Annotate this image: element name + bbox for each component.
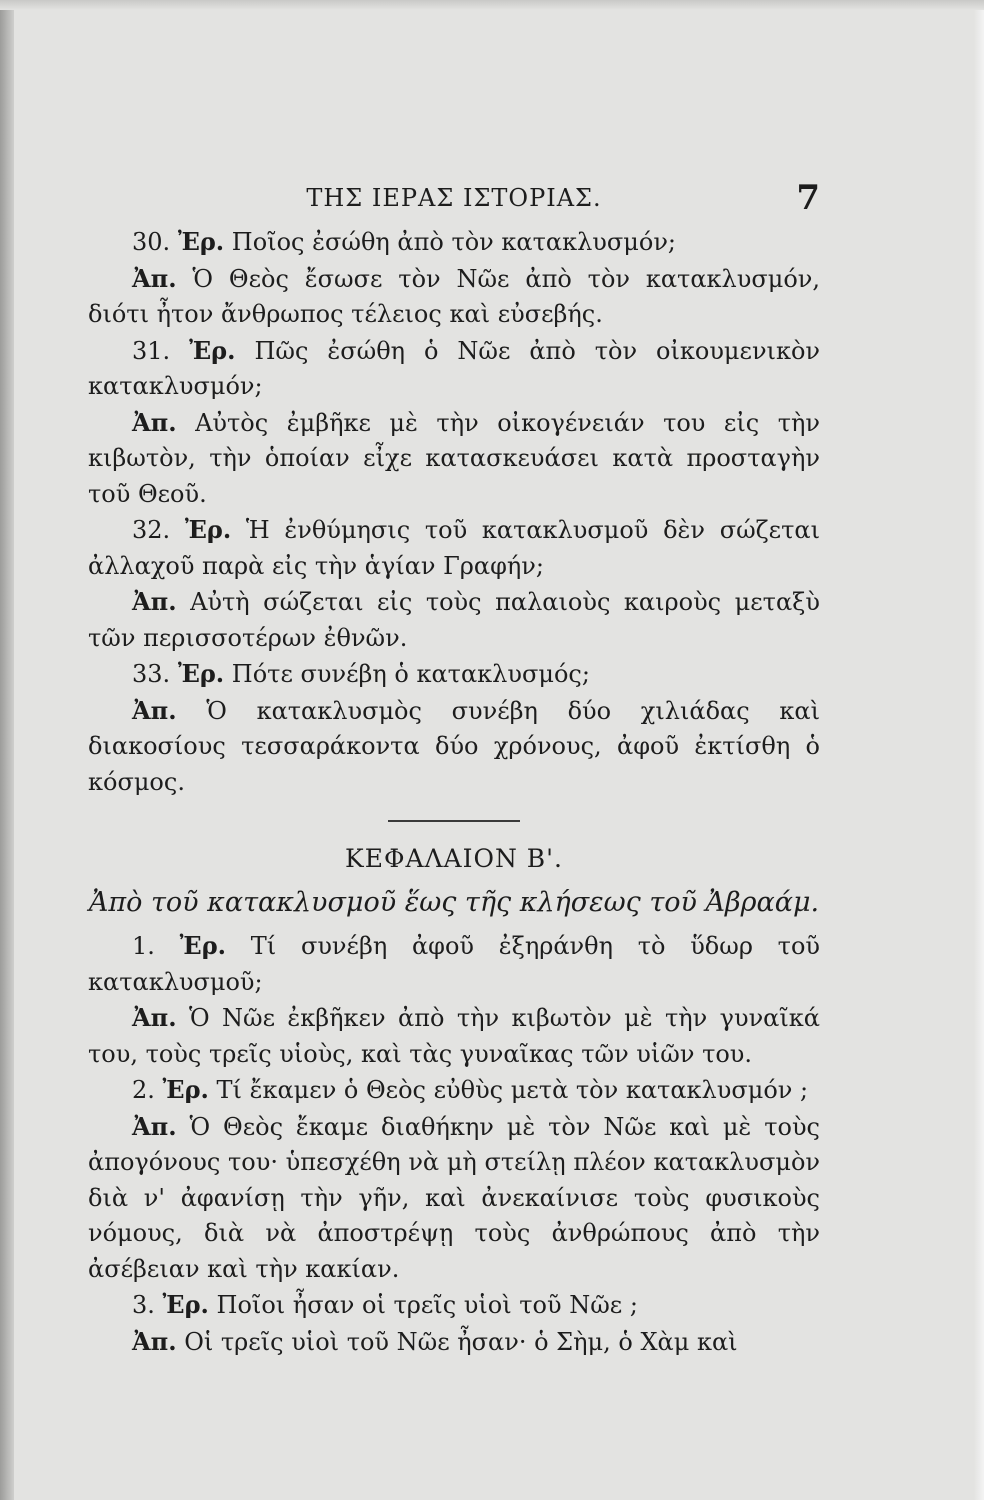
question-number: 30.	[132, 228, 171, 256]
answer-text: Ὁ κατακλυσμὸς συνέβη δύο χιλιάδας καὶ διακοσίους τεσσαράκοντα δύο χρόνους, ἀφοῦ ἐκτίσθη ὁ κόσμος.	[88, 696, 820, 796]
answer-text: Αὐτὴ σώζεται εἰς τοὺς παλαιοὺς καιροὺς μεταξὺ τῶν περισσοτέρων ἐθνῶν.	[88, 588, 820, 652]
question-31	[88, 333, 820, 405]
answer-30	[88, 261, 820, 333]
question-3	[88, 1287, 820, 1324]
answer-text: Ὁ Νῶε ἐκβῆκεν ἀπὸ τὴν κιβωτὸν μὲ τὴν γυναῖκά του, τοὺς τρεῖς υἱοὺς, καὶ τὰς γυναῖκας τῶν υἱῶν του.	[88, 1004, 820, 1068]
answer-31	[88, 405, 820, 513]
question-number: 2.	[132, 1076, 155, 1104]
answer-3	[88, 1324, 820, 1361]
answer-1	[88, 1000, 820, 1072]
question-32	[88, 512, 820, 584]
question-text: Τί συνέβη ἀφοῦ ἐξηράνθη τὸ ὕδωρ τοῦ κατακλυσμοῦ;	[88, 932, 820, 996]
question-text: Τί ἔκαμεν ὁ Θεὸς εὐθὺς μετὰ τὸν κατακλυσμόν ;	[216, 1076, 809, 1104]
answer-text: Αὐτὸς ἐμβῆκε μὲ τὴν οἰκογένειάν του εἰς τὴν κιβωτὸν, τὴν ὁποίαν εἶχε κατασκευάσει κατὰ προσταγὴν τοῦ Θεοῦ.	[88, 408, 820, 508]
question-text: Πῶς ἐσώθη ὁ Νῶε ἀπὸ τὸν οἰκουμενικὸν κατακλυσμόν;	[88, 336, 820, 400]
speaker-label: Ἐρ.	[162, 1075, 209, 1104]
text-block	[88, 178, 820, 1360]
speaker-label: Ἀπ.	[132, 263, 177, 293]
speaker-label: Ἐρ.	[177, 659, 225, 688]
answer-33	[88, 693, 820, 801]
speaker-label: Ἐρ.	[184, 515, 232, 544]
question-33	[88, 656, 820, 693]
question-number: 31.	[132, 336, 171, 365]
speaker-label: Ἐρ.	[189, 335, 236, 365]
chapter-title: ΚΕΦΑΛΑΙΟΝ Β'.	[345, 844, 563, 873]
running-head	[88, 178, 820, 224]
answer-text: Ὁ Θεὸς ἔκαμε διαθήκην μὲ τὸν Νῶε καὶ μὲ τοὺς ἀπογόνους του· ὑπεσχέθη νὰ μὴ στείλῃ πλέον κατακλυσμὸν διὰ ν' ἀφανίσῃ τὴν γῆν, καὶ ἀνεκαίνισε τοὺς φυσικοὺς νόμους, διὰ νὰ ἀποστρέψῃ τοὺς ἀνθρώπους ἀπὸ τὴν ἀσέβειαν καὶ τὴν κακίαν.	[88, 1112, 820, 1283]
speaker-label: Ἐρ.	[162, 1290, 209, 1319]
answer-2	[88, 1109, 820, 1288]
page-number: 7	[796, 178, 820, 218]
speaker-label: Ἀπ.	[132, 1326, 177, 1356]
speaker-label: Ἀπ.	[132, 1003, 177, 1032]
question-2	[88, 1072, 820, 1109]
answer-text: Ὁ Θεὸς ἔσωσε τὸν Νῶε ἀπὸ τὸν κατακλυσμόν, διότι ἦτον ἄνθρωπος τέλειος καὶ εὐσεβής.	[88, 264, 820, 328]
speaker-label: Ἀπ.	[132, 1111, 177, 1141]
question-number: 32.	[132, 516, 171, 544]
speaker-label: Ἐρ.	[177, 227, 225, 256]
question-1	[88, 928, 820, 1000]
question-text: Ποῖος ἐσώθη ἀπὸ τὸν κατακλυσμόν;	[231, 228, 676, 256]
section-divider-rule	[388, 820, 520, 822]
speaker-label: Ἀπ.	[132, 587, 177, 616]
answer-32	[88, 584, 820, 656]
page-top-edge	[0, 0, 984, 10]
chapter-subtitle: Ἀπὸ τοῦ κατακλυσμοῦ ἕως τῆς κλήσεως τοῦ Ἀβραάμ.	[88, 887, 820, 918]
speaker-label: Ἐρ.	[179, 931, 227, 960]
question-text: Ποῖοι ἦσαν οἱ τρεῖς υἱοὶ τοῦ Νῶε ;	[216, 1291, 638, 1319]
question-number: 1.	[132, 932, 155, 960]
question-number: 3.	[132, 1291, 155, 1319]
question-text: Ἡ ἐνθύμησις τοῦ κατακλυσμοῦ δὲν σώζεται ἀλλαχοῦ παρὰ εἰς τὴν ἁγίαν Γραφήν;	[88, 516, 820, 580]
speaker-label: Ἀπ.	[132, 407, 177, 437]
page-right-edge	[974, 0, 984, 1500]
running-title: ΤΗΣ ΙΕΡΑΣ ΙΣΤΟΡΙΑΣ.	[306, 184, 602, 212]
question-text: Πότε συνέβη ὁ κατακλυσμός;	[231, 660, 590, 688]
speaker-label: Ἀπ.	[132, 695, 177, 725]
answer-text: Οἱ τρεῖς υἱοὶ τοῦ Νῶε ἦσαν· ὁ Σὴμ, ὁ Χὰμ καὶ	[184, 1327, 738, 1356]
page-left-edge	[0, 0, 14, 1500]
question-number: 33.	[132, 660, 171, 688]
question-30	[88, 224, 820, 261]
